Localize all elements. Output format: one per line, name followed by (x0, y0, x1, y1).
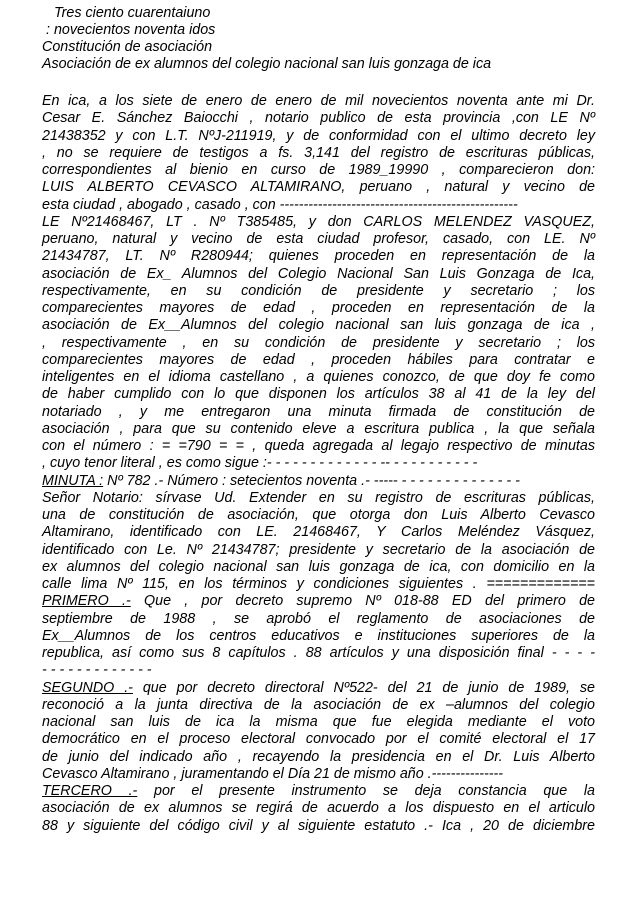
body-line: 21434787, LT. Nº R280944; quienes proceden en representación de la (42, 248, 595, 265)
section-text: que por decreto directoral Nº522- del 21 de junio de 1989, se (142, 679, 595, 696)
body-line: asociación , para que su contenido eleve a escritura publica , la que señala (42, 420, 595, 437)
body-line: , cuyo tenor literal , es como sigue :- - - - - - - - - - - - - -- - - - - - - - - - - (42, 455, 478, 472)
body-line: comparecientes mayores de edad , proceden en representación de la (42, 300, 595, 316)
section-heading: TERCERO .- (42, 783, 138, 799)
body-line: 21438352 y con L.T. NºJ-211919, y de conformidad con el ultimo decreto ley (42, 127, 595, 144)
body-line: , no se requiere de testigos a fs. 3,141 del registro de escrituras públicas, (42, 144, 595, 161)
header-line-1: Tres ciento cuarentaiuno (54, 5, 211, 21)
body-line: respectivamente, en su condición de presidente y secretario ; los (42, 282, 595, 299)
body-line: ex alumnos del colegio nacional san luis gonzaga de ica, con domicilio en la (42, 558, 595, 575)
header-line-2: : novecientos noventa idos (46, 22, 216, 38)
body-line: - - - - - - - - - - - - - (42, 662, 152, 679)
body-line: identificado con Le. Nº 21434787; presidente y secretario de la asociación de (42, 541, 595, 558)
body-line: reconoció a la junta directiva de la asociación de ex –alumnos del colegio (42, 696, 595, 713)
document-title: Asociación de ex alumnos del colegio nacional san luis gonzaga de ica (42, 56, 492, 72)
body-line: LE Nº21468467, LT . Nº T385485, y don CARLOS MELENDEZ VASQUEZ, (42, 213, 595, 230)
section-heading: PRIMERO .- (42, 593, 131, 610)
body-line: esta ciudad , abogado , casado , con -------------------------------------------------- (42, 196, 518, 213)
section-line (42, 680, 595, 697)
section-text: Que , por decreto supremo Nº 018-88 ED del primero de (144, 593, 595, 610)
body-line: Ex__Alumnos de los centros educativos e instituciones superiores de la (42, 627, 595, 644)
body-line: inteligentes en el idioma castellano , a quienes conozco, de que doy fe como (42, 369, 595, 385)
header-line-3: Constitución de asociación (42, 39, 213, 55)
body-line: notariado , y me entregaron una minuta firmada de constitución de (42, 403, 595, 420)
body-line: 88 y siguiente del código civil y al siguiente estatuto .- Ica , 20 de diciembre (42, 817, 595, 834)
body-line: peruano, natural y vecino de esta ciudad profesor, casado, con LE. Nº (42, 231, 595, 247)
body-line: de haber cumplido con lo que disponen los artículos 38 al 41 de la ley del (42, 386, 595, 403)
body-line: nacional san luis de ica la misma que fue elegida mediante el voto (42, 714, 595, 730)
section-heading: SEGUNDO .- (42, 679, 133, 696)
body-line: una de constitución de asociación, que otorga don Luis Alberto Cevasco (42, 507, 595, 523)
body-line: comparecientes mayores de edad , proceden hábiles para contratar e (42, 351, 595, 368)
body-line: asociación de Ex_ Alumnos del Colegio Nacional San Luis Gonzaga de Ica, (42, 265, 595, 282)
section-line (42, 473, 595, 490)
body-line: correspondientes al bienio en curso de 1989_19990 , comparecieron don: (42, 162, 595, 178)
section-line (42, 593, 595, 610)
body-line: septiembre de 1988 , se aprobó el reglamento de asociaciones de (42, 610, 595, 627)
body-line: asociación de Ex__Alumnos del colegio nacional san luis gonzaga de ica , (42, 317, 595, 334)
body-line: de junio del indicado año , recayendo la presidencia en el Dr. Luis Alberto (42, 748, 595, 765)
body-line: calle lima Nº 115, en los términos y condiciones siguientes . ============= (42, 576, 595, 592)
body-line: democrático en el proceso electoral convocado por el comité electoral el 17 (42, 731, 595, 748)
body-line: Señor Notario: sírvase Ud. Extender en su registro de escrituras públicas, (42, 489, 595, 506)
section-heading: MINUTA : (42, 472, 104, 489)
section-line (42, 783, 595, 800)
body-line: republica, así como sus 8 capítulos . 88 artículos y una disposición final - - - - (42, 645, 595, 661)
section-text: Nº 782 .- Número : setecientos noventa .- ----- - - - - - - - - - - - - - - (107, 472, 520, 489)
body-line: Cevasco Altamirano , juramentando el Día 21 de mismo año .--------------- (42, 765, 504, 782)
body-line: asociación de ex alumnos se regirá de acuerdo a los dispuesto en el articulo (42, 800, 595, 817)
body-line: con el número : = =790 = = , queda agregada al legajo respectivo de minutas (42, 438, 595, 454)
body-line: , respectivamente , en su condición de presidente y secretario ; los (42, 334, 595, 351)
body-line: Cesar E. Sánchez Baiocchi , notario publico de esta provincia ,con LE Nº (42, 110, 595, 127)
body-line: Altamirano, identificado con LE. 21468467, Y Carlos Meléndez Vásquez, (42, 524, 595, 541)
body-line: LUIS ALBERTO CEVASCO ALTAMIRANO, peruano , natural y vecino de (42, 179, 595, 196)
section-text: por el presente instrumento se deja constancia que la (154, 783, 595, 799)
body-line: En ica, a los siete de enero de enero de mil novecientos noventa ante mi Dr. (42, 93, 595, 109)
